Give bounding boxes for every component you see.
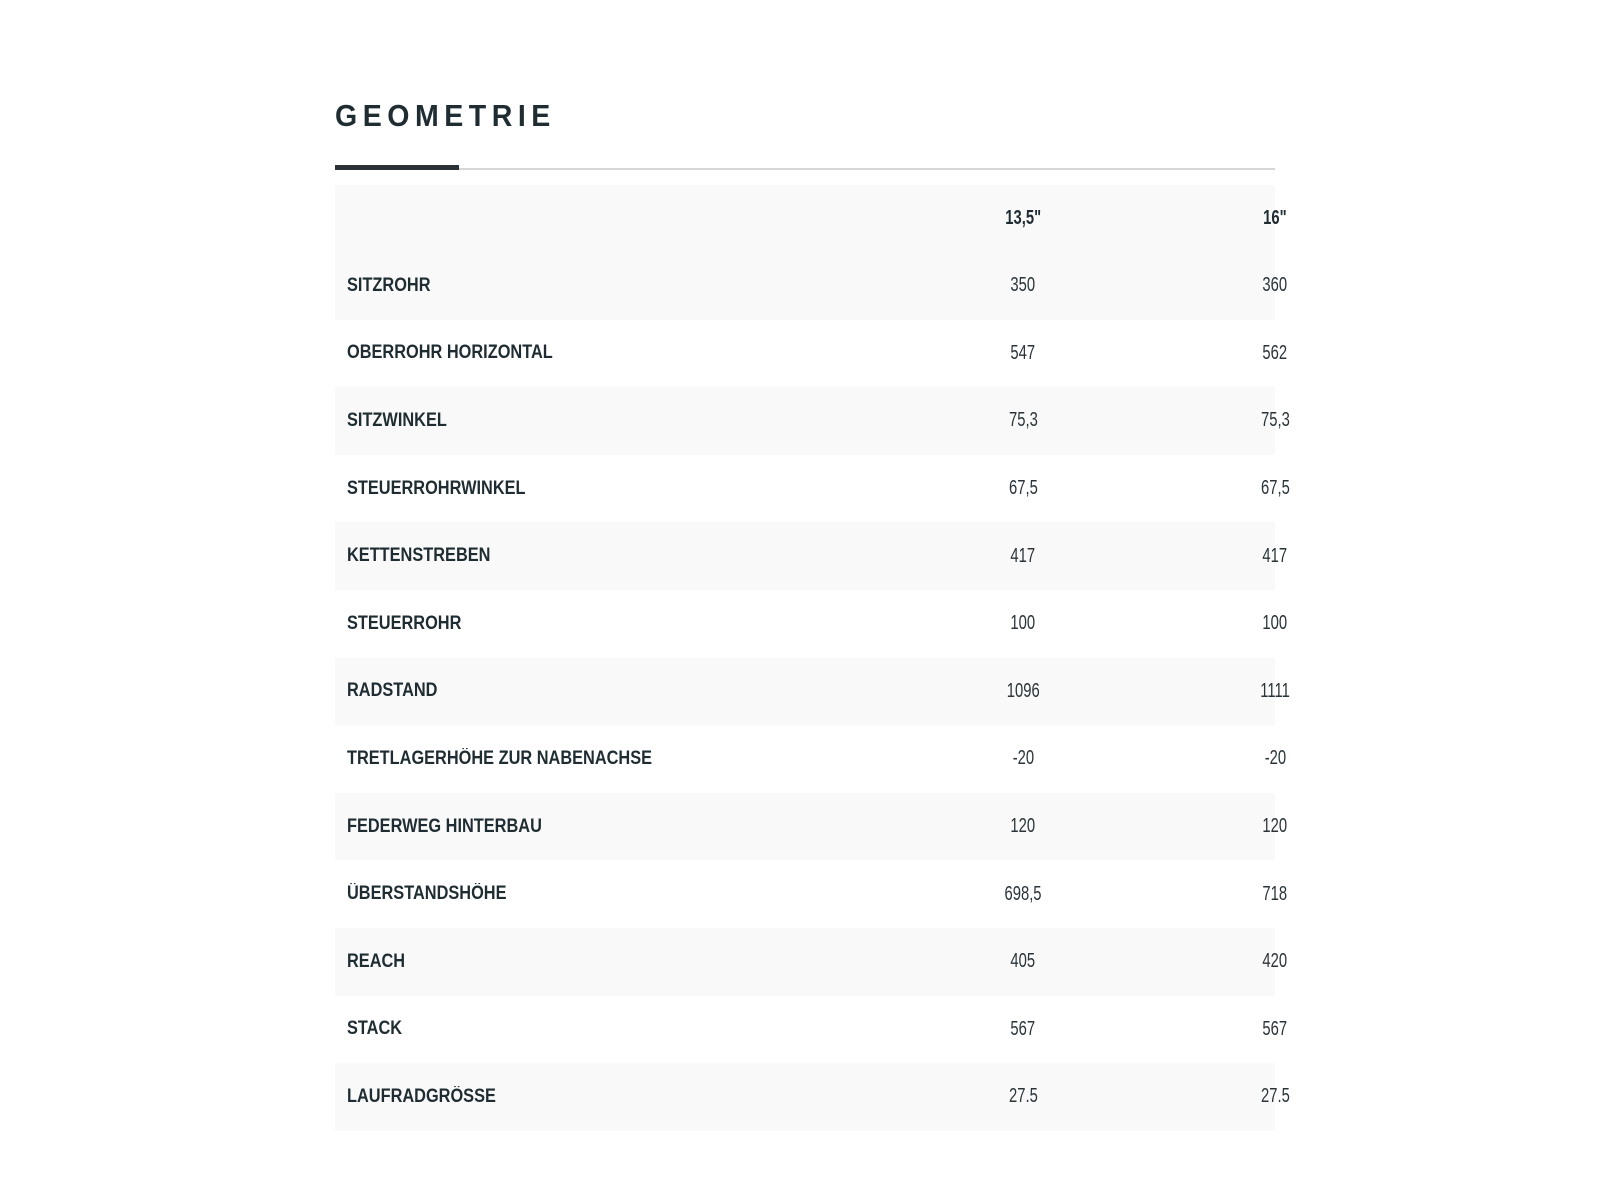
row-label: STACK	[347, 1018, 403, 1040]
value-size-16: 100	[1262, 612, 1288, 635]
value-size-13-5: 100	[1010, 612, 1036, 635]
header-label-cell	[335, 185, 807, 252]
row-label: SITZROHR	[347, 274, 431, 296]
row-label: FEDERWEG HINTERBAU	[347, 815, 542, 837]
value-size-16: -20	[1264, 747, 1286, 770]
value-size-13-5: 547	[1010, 341, 1036, 364]
value-size-13-5: 405	[1010, 950, 1036, 973]
row-label: STEUERROHR	[347, 612, 462, 634]
table-row	[335, 725, 1275, 793]
value-size-13-5: 27.5	[1008, 1085, 1038, 1108]
row-label: SITZWINKEL	[347, 409, 447, 431]
geometry-section	[335, 92, 1290, 1131]
row-label: OBERROHR HORIZONTAL	[347, 342, 553, 364]
table-row	[335, 928, 1275, 996]
section-title: GEOMETRIE	[335, 98, 556, 133]
value-size-16: 360	[1262, 274, 1288, 297]
value-size-16: 420	[1262, 950, 1288, 973]
value-size-16: 120	[1262, 815, 1288, 838]
value-size-13-5: 567	[1010, 1017, 1036, 1040]
table-row	[335, 252, 1275, 320]
row-label: KETTENSTREBEN	[347, 545, 491, 567]
table-row	[335, 658, 1275, 726]
table-row	[335, 387, 1275, 455]
table-row	[335, 455, 1275, 523]
table-row	[335, 860, 1275, 928]
table-row	[335, 996, 1275, 1064]
value-size-16: 27.5	[1260, 1085, 1290, 1108]
table-row	[335, 793, 1275, 861]
value-size-16: 67,5	[1260, 477, 1290, 500]
value-size-16: 1111	[1260, 679, 1290, 702]
value-size-16: 75,3	[1260, 409, 1290, 432]
table-header-row	[335, 185, 1275, 252]
row-label: REACH	[347, 950, 406, 972]
value-size-13-5: -20	[1012, 747, 1034, 770]
row-label: TRETLAGERHÖHE ZUR NABENACHSE	[347, 747, 653, 769]
value-size-13-5: 698,5	[1004, 882, 1042, 905]
divider-line	[335, 168, 1275, 170]
value-size-13-5: 350	[1010, 274, 1036, 297]
value-size-13-5: 1096	[1006, 679, 1040, 702]
row-label: ÜBERSTANDSHÖHE	[347, 883, 507, 905]
value-size-16: 562	[1262, 341, 1288, 364]
table-row	[335, 1063, 1275, 1131]
value-size-13-5: 75,3	[1008, 409, 1038, 432]
row-label: STEUERROHRWINKEL	[347, 477, 526, 499]
active-tab-indicator	[335, 165, 459, 170]
geometry-table	[335, 185, 1290, 1131]
column-header-size-16: 16"	[1263, 207, 1287, 229]
table-row	[335, 590, 1275, 658]
title-underline	[335, 164, 1275, 170]
value-size-13-5: 120	[1010, 815, 1036, 838]
value-size-13-5: 67,5	[1008, 477, 1038, 500]
value-size-13-5: 417	[1010, 544, 1036, 567]
row-label: LAUFRADGRÖSSE	[347, 1085, 496, 1107]
table-row	[335, 522, 1275, 590]
value-size-16: 718	[1262, 882, 1288, 905]
value-size-16: 417	[1262, 544, 1288, 567]
row-label: RADSTAND	[347, 680, 438, 702]
value-size-16: 567	[1262, 1017, 1288, 1040]
column-header-size-13-5: 13,5"	[1005, 207, 1041, 229]
table-row	[335, 320, 1275, 388]
